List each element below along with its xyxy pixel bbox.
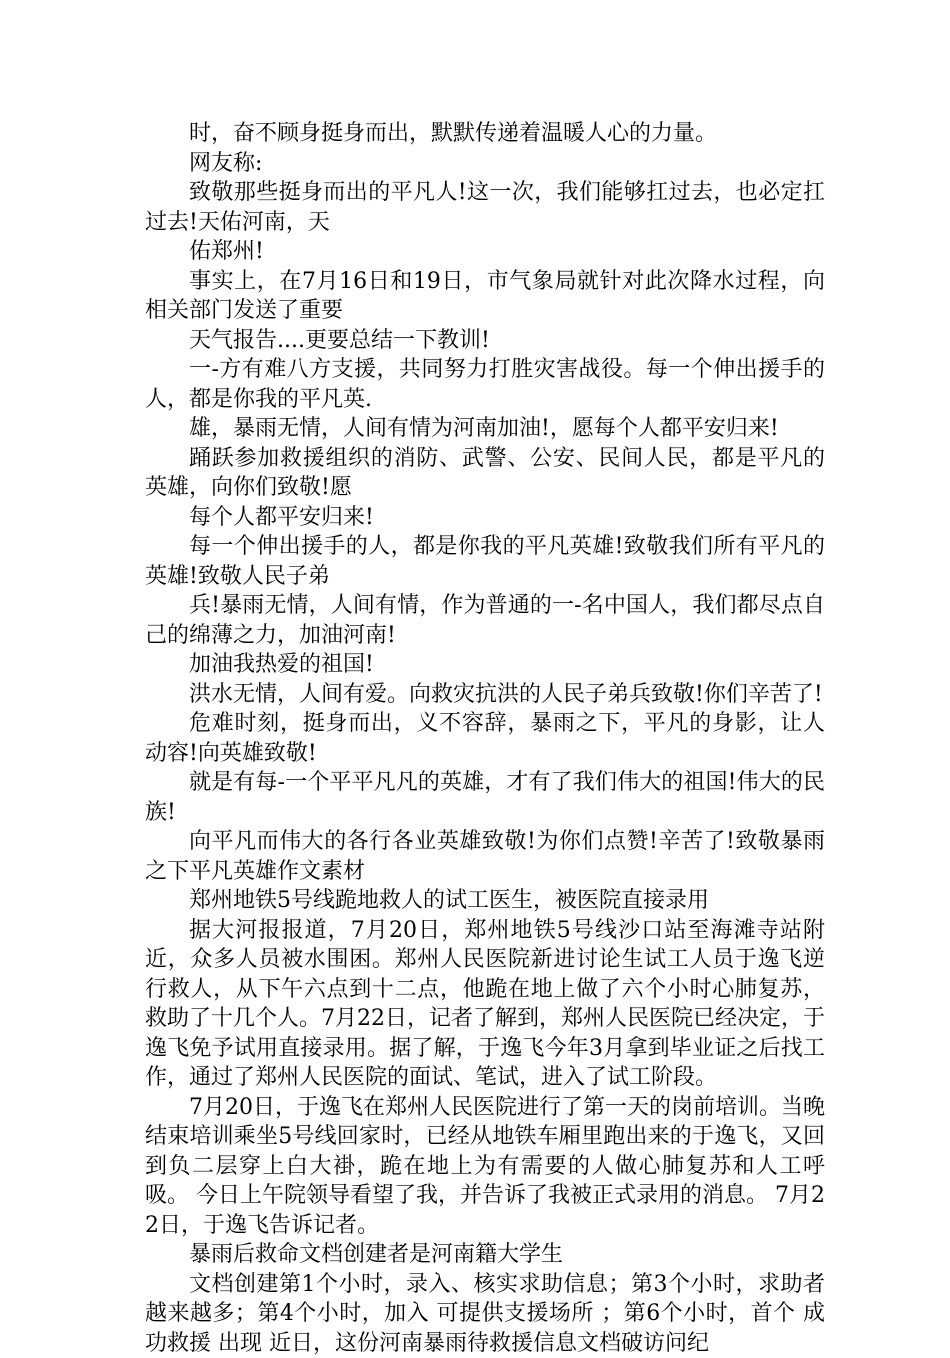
paragraph: 一-方有难八方支援，共同努力打胜灾害战役。每一个伸出援手的人，都是你我的平凡英. [145,355,825,414]
paragraph: 洪水无情，人间有爱。向救灾抗洪的人民子弟兵致敬!你们辛苦了! [145,680,825,710]
section-heading: 暴雨后救命文档创建者是河南籍大学生 [145,1240,825,1270]
paragraph: 据大河报报道，7月20日，郑州地铁5号线沙口站至海滩寺站附近，众多人员被水围困。郑州人民医院新进讨论生试工人员于逸飞逆行救人，从下午六点到十二点，他跪在地上做了六个小时心肺复苏，救助了十几个人。7月22日，记者了解到，郑州人民医院已经决定，于逸飞免予试用直接录用。据了解，于逸飞今年3月拿到毕业证之后找工作，通过了郑州人民医院的面试、笔试，进入了试工阶段。 [145,916,825,1093]
paragraph: 网友称: [145,149,825,179]
paragraph: 就是有每-一个平平凡凡的英雄，才有了我们伟大的祖国!伟大的民族! [145,768,825,827]
paragraph: 致敬那些挺身而出的平凡人!这一次，我们能够扛过去，也必定扛过去!天佑河南，天 [145,178,825,237]
paragraph: 7月20日，于逸飞在郑州人民医院进行了第一天的岗前培训。当晚结束培训乘坐5号线回家时，已经从地铁车厢里跑出来的于逸飞，又回到负二层穿上白大褂，跪在地上为有需要的人做心肺复苏和人工呼吸。 今日上午院领导看望了我，并告诉了我被正式录用的消息。 7月22日，于逸飞告诉记者。 [145,1093,825,1241]
paragraph: 雄，暴雨无情，人间有情为河南加油!，愿每个人都平安归来! [145,414,825,444]
paragraph: 佑郑州! [145,237,825,267]
paragraph: 加油我热爱的祖国! [145,650,825,680]
paragraph: 天气报告....更要总结一下教训! [145,326,825,356]
paragraph: 每个人都平安归来! [145,503,825,533]
paragraph: 危难时刻，挺身而出，义不容辞，暴雨之下，平凡的身影，让人动容!向英雄致敬! [145,709,825,768]
paragraph: 文档创建第1个小时，录入、核实求助信息；第3个小时，求助者越来越多；第4个小时，加入 可提供支援场所 ；第6个小时，首个 成功救援 出现 近日，这份河南暴雨待救援信息文档破访问纪 [145,1270,825,1358]
paragraph: 向平凡而伟大的各行各业英雄致敬!为你们点赞!辛苦了!致敬暴雨之下平凡英雄作文素材 [145,827,825,886]
paragraph: 时，奋不顾身挺身而出，默默传递着温暖人心的力量。 [145,119,825,149]
paragraph: 兵!暴雨无情，人间有情，作为普通的一-名中国人，我们都尽点自己的绵薄之力，加油河南! [145,591,825,650]
paragraph: 每一个伸出援手的人，都是你我的平凡英雄!致敬我们所有平凡的英雄!致敬人民子弟 [145,532,825,591]
document-body [145,119,825,1358]
paragraph: 事实上，在7月16日和19日，市气象局就针对此次降水过程，向相关部门发送了重要 [145,267,825,326]
paragraph: 踊跃参加救援组织的消防、武警、公安、民间人民，都是平凡的英雄，向你们致敬!愿 [145,444,825,503]
section-heading: 郑州地铁5号线跪地救人的试工医生，被医院直接录用 [145,886,825,916]
